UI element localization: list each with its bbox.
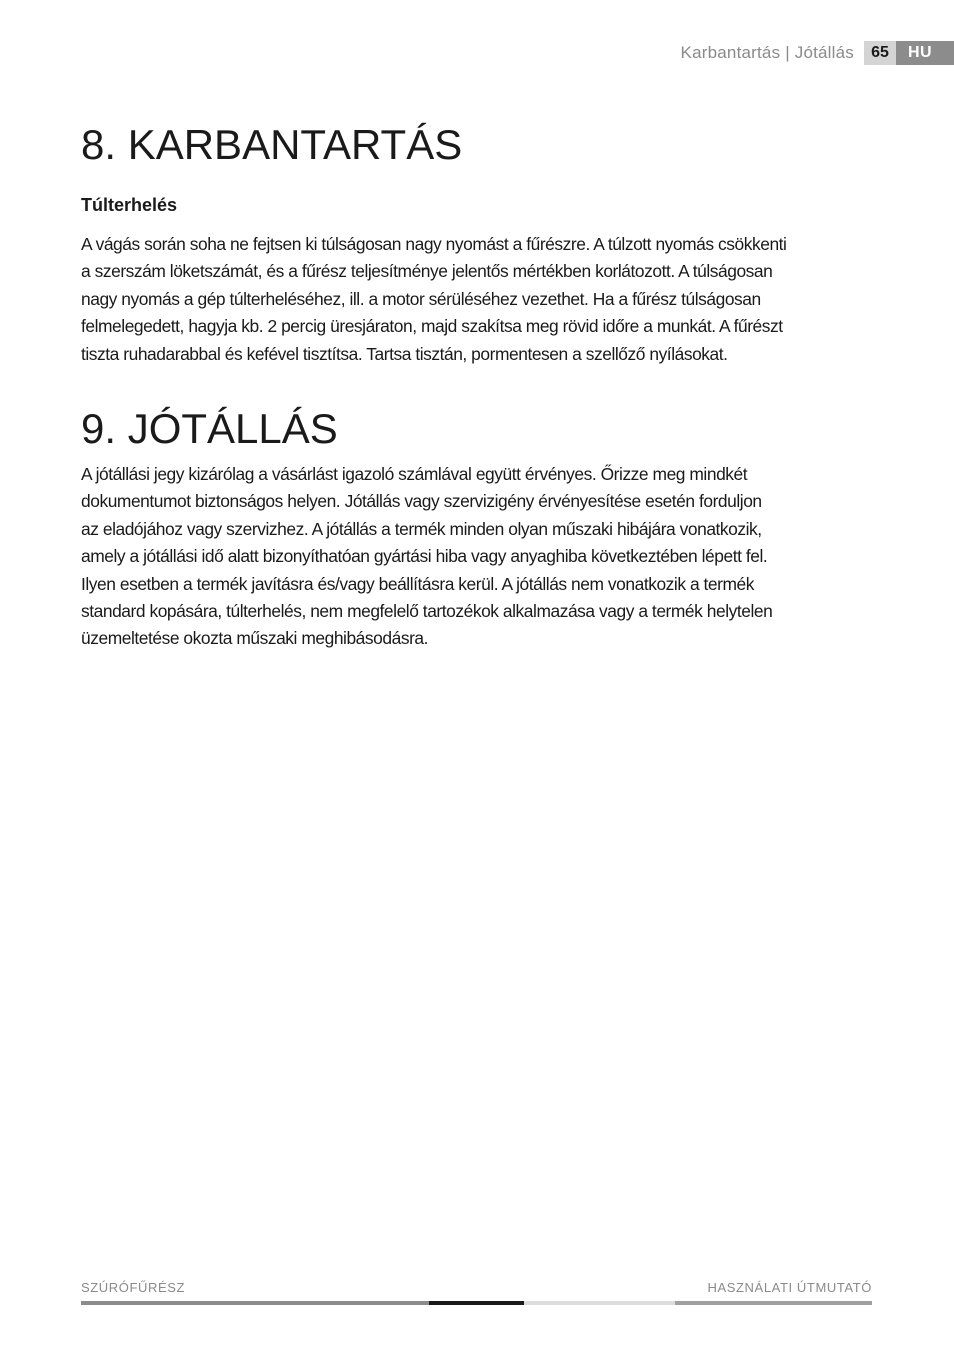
footer-bar-segment <box>429 1301 524 1305</box>
footer-divider-bar <box>81 1301 872 1305</box>
paragraph-line: a szerszám löketszámát, és a fűrész teljesítménye jelentős mértékben korlátozott. A túlságosan <box>81 261 773 282</box>
paragraph-line: nagy nyomás a gép túlterheléséhez, ill. a motor sérüléséhez vezethet. Ha a fűrész túlságosan <box>81 288 761 309</box>
paragraph-line: amely a jótállási idő alatt bizonyíthatóan gyártási hiba vagy anyaghiba következtében lépett fel. <box>81 546 768 567</box>
paragraph-jotallas <box>81 461 881 653</box>
paragraph-line: standard kopására, túlterhelés, nem megfelelő tartozékok alkalmazása vagy a termék helytelen <box>81 601 773 622</box>
paragraph-line: felmelegedett, hagyja kb. 2 percig üresjáraton, majd szakítsa meg rövid időre a munkát. A fűrészt <box>81 316 783 337</box>
subheading-tulterheles: Túlterhelés <box>81 195 178 215</box>
footer-bar-segment <box>81 1301 429 1305</box>
footer-bar-segment <box>675 1301 872 1305</box>
paragraph-line: dokumentumot biztonságos helyen. Jótállás vagy szervizigény érvényesítése esetén forduljon <box>81 491 762 512</box>
paragraph-line: az eladójához vagy szervizhez. A jótállás a termék minden olyan műszaki hibájára vonatkozik, <box>81 518 762 539</box>
section-heading-karbantartas: 8. KARBANTARTÁS <box>81 121 463 168</box>
paragraph-karbantartas <box>81 231 881 368</box>
page-header <box>681 41 954 65</box>
footer-manual-label: HASZNÁLATI ÚTMUTATÓ <box>707 1280 872 1295</box>
paragraph-line: A jótállási jegy kizárólag a vásárlást igazoló számlával együtt érvényes. Őrizze meg mindkét <box>81 464 748 484</box>
footer-product-name: SZÚRÓFŰRÉSZ <box>81 1280 186 1295</box>
footer-bar-segment <box>524 1301 675 1305</box>
header-title: Karbantartás | Jótállás <box>680 43 854 62</box>
paragraph-line: Ilyen esetben a termék javításra és/vagy beállításra kerül. A jótállás nem vonatkozik a termék <box>81 573 754 594</box>
paragraph-line: tiszta ruhadarabbal és kefével tisztítsa. Tartsa tisztán, pormentesen a szellőző nyílásokat. <box>81 343 728 364</box>
paragraph-line: A vágás során soha ne fejtsen ki túlságosan nagy nyomást a fűrészre. A túlzott nyomás csökkenti <box>81 234 787 254</box>
page-number: 65 <box>864 41 896 65</box>
language-badge: HU <box>896 41 954 65</box>
paragraph-line: üzemeltetése okozta műszaki meghibásodásra. <box>81 628 429 649</box>
section-heading-jotallas: 9. JÓTÁLLÁS <box>81 405 338 452</box>
